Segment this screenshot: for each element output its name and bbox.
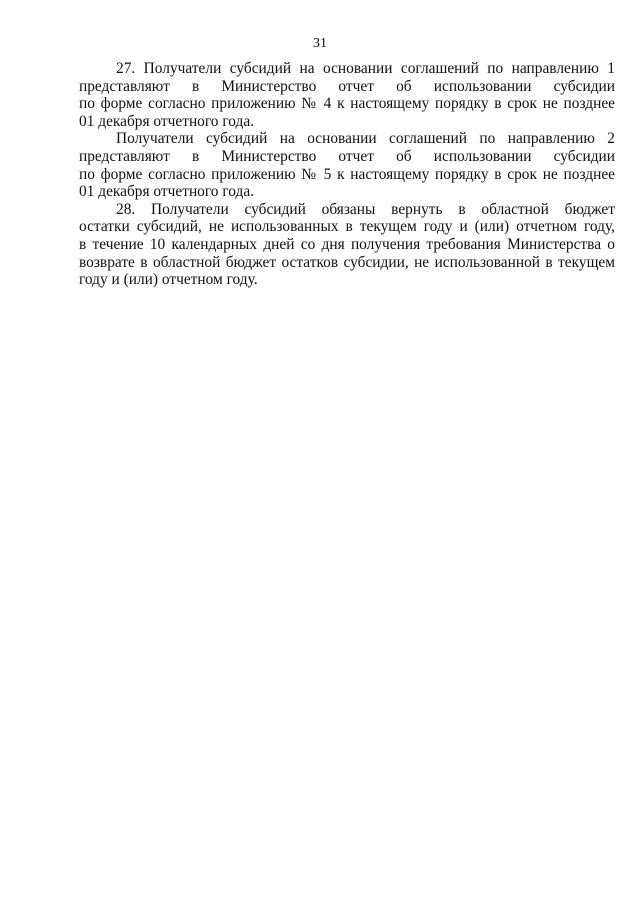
page-number: 31	[313, 36, 327, 51]
text-line: остатки субсидий, не использованных в текущем году и (или) отчетном году,	[79, 218, 615, 236]
text-line: году и (или) отчетном году.	[79, 271, 258, 289]
text-line: Получатели субсидий на основании соглашений по направлению 2	[116, 130, 615, 148]
document-body	[79, 60, 615, 289]
text-line: 27. Получатели субсидий на основании соглашений по направлению 1	[116, 60, 615, 77]
text-line: 01 декабря отчетного года.	[79, 112, 255, 130]
paragraph-27	[79, 60, 615, 130]
text-line: представляют в Министерство отчет об использовании субсидии	[79, 147, 615, 165]
text-line: возврате в областной бюджет остатков субсидии, не использованной в текущем	[79, 253, 615, 271]
text-line: в течение 10 календарных дней со дня получения требования Министерства о	[79, 235, 615, 253]
paragraph-28	[79, 201, 615, 289]
text-line: по форме согласно приложению № 5 к настоящему порядку в срок не позднее	[79, 165, 615, 183]
text-line: представляют в Министерство отчет об использовании субсидии	[79, 77, 615, 95]
text-line: 28. Получатели субсидий обязаны вернуть в областной бюджет	[116, 200, 615, 218]
text-line: 01 декабря отчетного года.	[79, 183, 255, 201]
paragraph-27-direction-2	[79, 130, 615, 200]
text-line: по форме согласно приложению № 4 к настоящему порядку в срок не позднее	[79, 95, 615, 113]
